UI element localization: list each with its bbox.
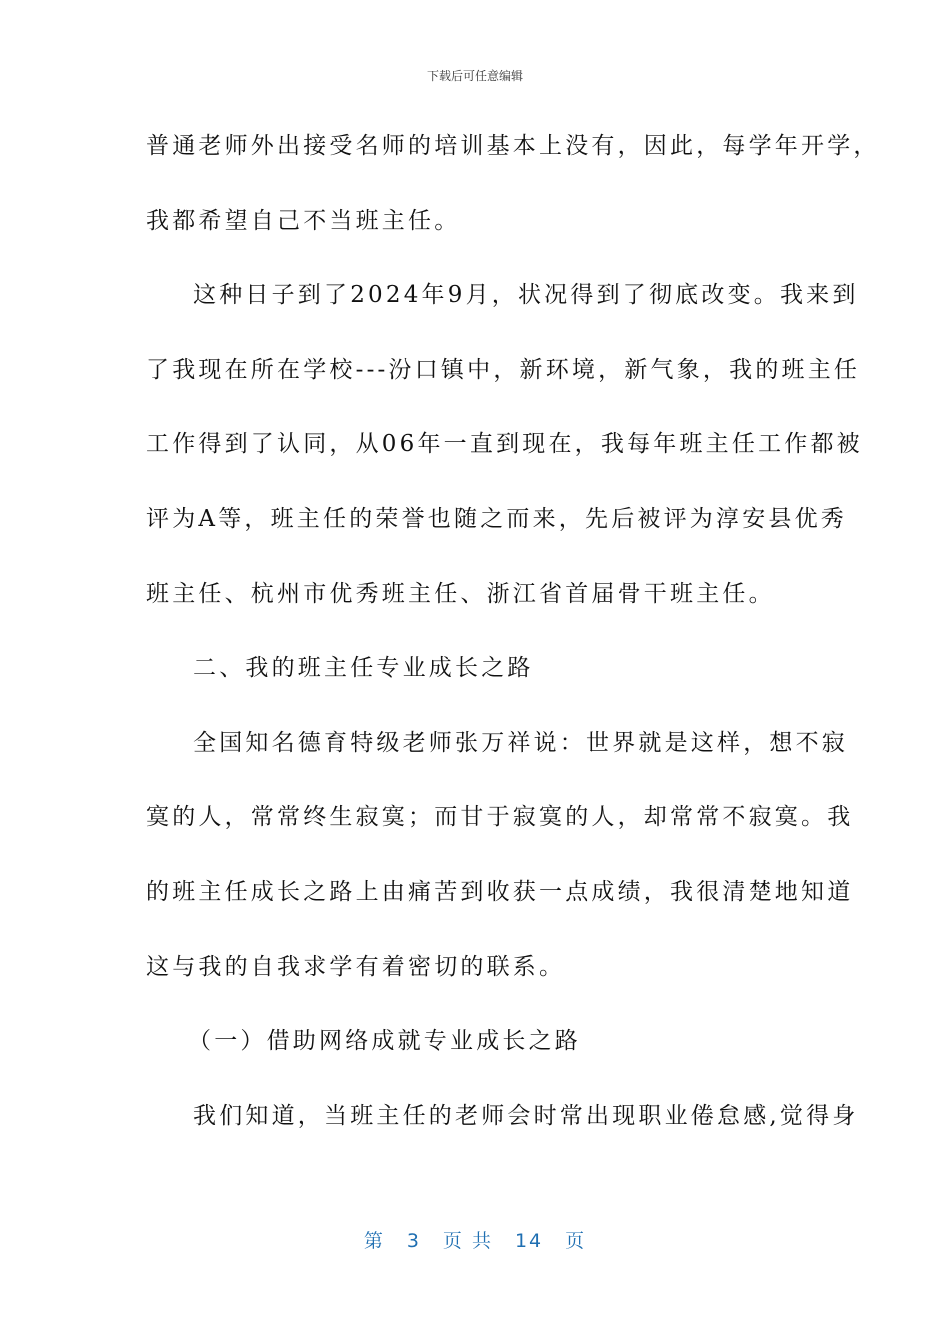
paragraph-line: 工作得到了认同，从06年一直到现在，我每年班主任工作都被 xyxy=(146,431,863,458)
paragraph-line: 这种日子到了2024年9月，状况得到了彻底改变。我来到 xyxy=(193,282,859,309)
paragraph-line: 寞的人，常常终生寂寞；而甘于寂寞的人，却常常不寂寞。我 xyxy=(146,804,854,831)
paragraph-line: 的班主任成长之路上由痛苦到收获一点成绩，我很清楚地知道 xyxy=(146,878,854,905)
body-text xyxy=(146,126,880,1170)
subsection-heading: （一）借助网络成就专业成长之路 xyxy=(188,1028,581,1055)
paragraph-line: 我们知道，当班主任的老师会时常出现职业倦怠感,觉得身 xyxy=(193,1102,859,1129)
total-pages-number: 14 xyxy=(514,1230,544,1252)
paragraph-line: 了我现在所在学校---汾口镇中，新环境，新气象，我的班主任 xyxy=(146,356,861,383)
paragraph-line: 全国知名德育特级老师张万祥说：世界就是这样，想不寂 xyxy=(193,729,848,756)
paragraph-line: 普通老师外出接受名师的培训基本上没有，因此，每学年开学， xyxy=(146,133,880,159)
section-heading: 二、我的班主任专业成长之路 xyxy=(193,655,534,682)
paragraph-line: 这与我的自我求学有着密切的联系。 xyxy=(146,953,566,980)
paragraph-line: 班主任、杭州市优秀班主任、浙江省首届骨干班主任。 xyxy=(146,580,775,607)
page-footer xyxy=(0,1226,950,1253)
paragraph-line: 评为A等，班主任的荣誉也随之而来，先后被评为淳安县优秀 xyxy=(146,505,848,532)
header-note: 下载后可任意编辑 xyxy=(426,69,523,83)
footer-prefix: 第 xyxy=(363,1230,385,1252)
footer-suffix: 页 xyxy=(565,1230,587,1252)
current-page-number: 3 xyxy=(406,1230,421,1252)
footer-middle: 页 共 xyxy=(442,1230,493,1252)
paragraph-line: 我都希望自己不当班主任。 xyxy=(146,207,461,234)
